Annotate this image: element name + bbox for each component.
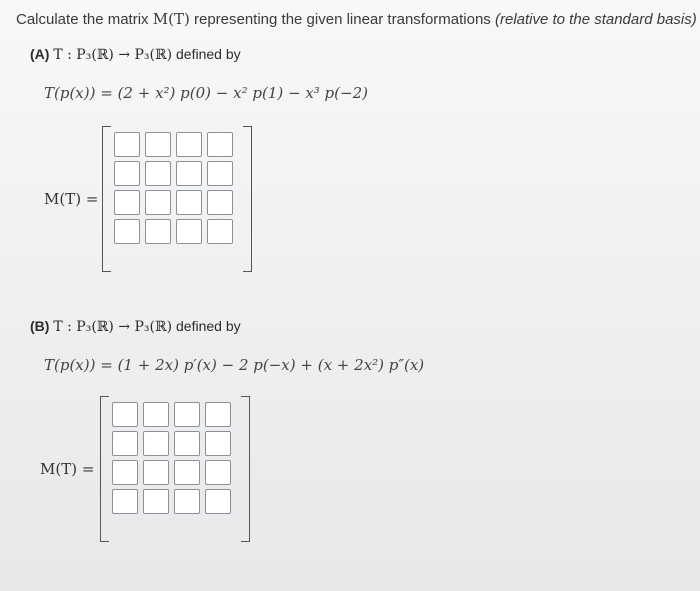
matrix-entry-input[interactable] [145,132,171,157]
matrix-entry-input[interactable] [145,190,171,215]
matrix-entry-input[interactable] [114,190,140,215]
matrix-entry-input[interactable] [205,431,231,456]
prompt-note: (relative to the standard basis) [494,11,697,28]
matrix-entry-input[interactable] [174,489,200,514]
part-b-defined-by: defined by [172,318,241,334]
matrix-entry-input[interactable] [174,402,200,427]
matrix-entry-input[interactable] [205,402,231,427]
matrix-entry-input[interactable] [114,161,140,186]
matrix-entry-input[interactable] [207,190,233,215]
part-b-map: T : P₃(ℝ) → P₃(ℝ) [53,319,173,335]
part-b-matrix-label: M(T) = [40,460,95,478]
matrix-entry-input[interactable] [176,132,202,157]
matrix-entry-input[interactable] [207,132,233,157]
part-a-defined-by: defined by [172,46,241,62]
matrix-entry-input[interactable] [112,460,138,485]
matrix-entry-input[interactable] [205,489,231,514]
part-a-map: T : P₃(ℝ) → P₃(ℝ) [53,47,173,63]
part-a-matrix [102,126,252,272]
matrix-entry-input[interactable] [114,132,140,157]
left-bracket [100,396,109,542]
part-b-matrix-grid [112,402,231,514]
prompt-middle: representing the given linear transformations [189,11,495,28]
matrix-entry-input[interactable] [174,431,200,456]
matrix-entry-input[interactable] [174,460,200,485]
right-bracket [241,396,250,542]
part-a-label: (A) [30,46,50,62]
matrix-entry-input[interactable] [143,431,169,456]
matrix-entry-input[interactable] [112,402,138,427]
matrix-entry-input[interactable] [205,460,231,485]
matrix-entry-input[interactable] [114,219,140,244]
matrix-entry-input[interactable] [143,460,169,485]
part-b-matrix [100,396,250,542]
matrix-entry-input[interactable] [207,161,233,186]
part-b-label: (B) [30,318,50,334]
matrix-entry-input[interactable] [207,219,233,244]
part-a-matrix-grid [114,132,233,244]
matrix-entry-input[interactable] [143,489,169,514]
part-a-heading [30,46,241,63]
left-bracket [102,126,111,272]
prompt-lead: Calculate the matrix [16,11,153,28]
question-prompt [16,10,697,28]
right-bracket [243,126,252,272]
matrix-entry-input[interactable] [176,190,202,215]
matrix-entry-input[interactable] [143,402,169,427]
part-b-heading [30,318,241,335]
matrix-entry-input[interactable] [112,431,138,456]
matrix-entry-input[interactable] [176,161,202,186]
matrix-entry-input[interactable] [176,219,202,244]
matrix-entry-input[interactable] [145,161,171,186]
prompt-matrix-symbol: M(T) [152,10,190,28]
matrix-entry-input[interactable] [112,489,138,514]
part-b-formula: T(p(x)) = (1 + 2x) p′(x) − 2 p(−x) + (x + 2x²) p″(x) [44,356,425,374]
matrix-entry-input[interactable] [145,219,171,244]
part-a-formula: T(p(x)) = (2 + x²) p(0) − x² p(1) − x³ p(−2) [44,84,368,102]
part-a-matrix-label: M(T) = [44,190,99,208]
